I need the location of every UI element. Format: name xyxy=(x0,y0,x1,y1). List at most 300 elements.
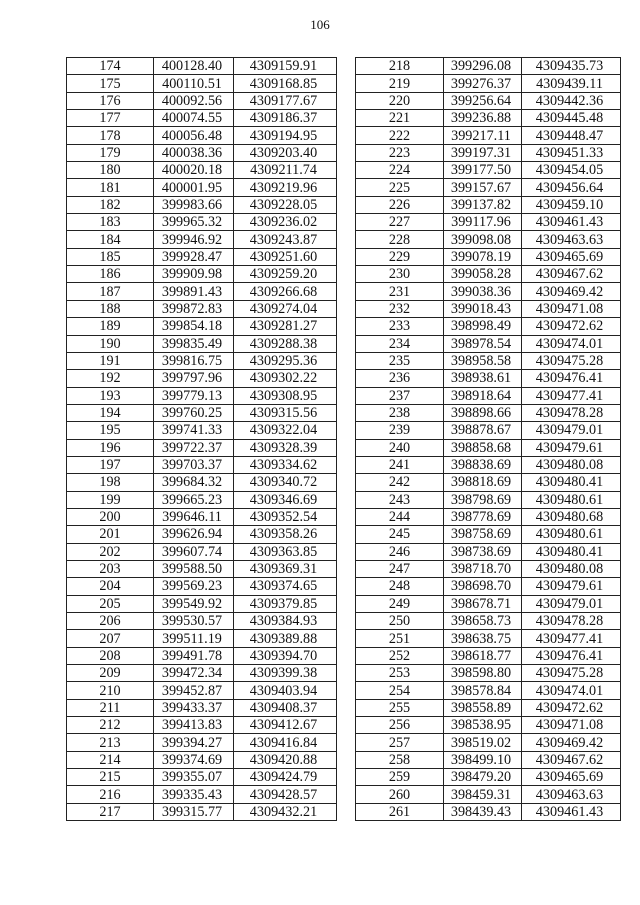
x-coordinate-cell: 399137.82 xyxy=(444,196,522,213)
table-row xyxy=(67,179,337,196)
x-coordinate-cell: 398519.02 xyxy=(444,734,522,751)
x-coordinate-cell: 399665.23 xyxy=(154,491,234,508)
table-row xyxy=(67,352,337,369)
table-row xyxy=(356,110,621,127)
table-row xyxy=(67,214,337,231)
x-coordinate-cell: 398538.95 xyxy=(444,717,522,734)
table-row xyxy=(67,474,337,491)
table-row xyxy=(356,491,621,508)
table-row xyxy=(67,717,337,734)
point-number-cell: 220 xyxy=(356,92,444,109)
table-row xyxy=(356,300,621,317)
x-coordinate-cell: 398459.31 xyxy=(444,786,522,803)
table-row xyxy=(67,682,337,699)
y-coordinate-cell: 4309467.62 xyxy=(522,266,621,283)
x-coordinate-cell: 398958.58 xyxy=(444,352,522,369)
x-coordinate-cell: 398479.20 xyxy=(444,769,522,786)
table-row xyxy=(67,491,337,508)
point-number-cell: 259 xyxy=(356,769,444,786)
point-number-cell: 240 xyxy=(356,439,444,456)
y-coordinate-cell: 4309352.54 xyxy=(234,508,337,525)
table-row xyxy=(67,595,337,612)
x-coordinate-cell: 399549.92 xyxy=(154,595,234,612)
point-number-cell: 186 xyxy=(67,266,154,283)
x-coordinate-cell: 399909.98 xyxy=(154,266,234,283)
y-coordinate-cell: 4309211.74 xyxy=(234,162,337,179)
x-coordinate-cell: 400038.36 xyxy=(154,144,234,161)
x-coordinate-cell: 400074.55 xyxy=(154,110,234,127)
point-number-cell: 211 xyxy=(67,699,154,716)
point-number-cell: 222 xyxy=(356,127,444,144)
x-coordinate-cell: 400056.48 xyxy=(154,127,234,144)
x-coordinate-cell: 399394.27 xyxy=(154,734,234,751)
y-coordinate-cell: 4309478.28 xyxy=(522,404,621,421)
point-number-cell: 196 xyxy=(67,439,154,456)
y-coordinate-cell: 4309295.36 xyxy=(234,352,337,369)
table-row xyxy=(67,699,337,716)
x-coordinate-cell: 399946.92 xyxy=(154,231,234,248)
table-row xyxy=(356,613,621,630)
x-coordinate-cell: 398858.68 xyxy=(444,439,522,456)
table-row xyxy=(67,404,337,421)
y-coordinate-cell: 4309399.38 xyxy=(234,665,337,682)
table-row xyxy=(67,786,337,803)
x-coordinate-cell: 398798.69 xyxy=(444,491,522,508)
table-row xyxy=(67,75,337,92)
y-coordinate-cell: 4309369.31 xyxy=(234,560,337,577)
y-coordinate-cell: 4309479.01 xyxy=(522,595,621,612)
y-coordinate-cell: 4309480.68 xyxy=(522,508,621,525)
point-number-cell: 233 xyxy=(356,318,444,335)
point-number-cell: 191 xyxy=(67,352,154,369)
x-coordinate-cell: 399722.37 xyxy=(154,439,234,456)
point-number-cell: 188 xyxy=(67,300,154,317)
x-coordinate-cell: 398818.69 xyxy=(444,474,522,491)
table-row xyxy=(67,630,337,647)
y-coordinate-cell: 4309480.41 xyxy=(522,474,621,491)
y-coordinate-cell: 4309177.67 xyxy=(234,92,337,109)
y-coordinate-cell: 4309480.61 xyxy=(522,526,621,543)
y-coordinate-cell: 4309463.63 xyxy=(522,786,621,803)
x-coordinate-cell: 399117.96 xyxy=(444,214,522,231)
y-coordinate-cell: 4309477.41 xyxy=(522,387,621,404)
table-row xyxy=(67,456,337,473)
x-coordinate-cell: 399779.13 xyxy=(154,387,234,404)
table-row xyxy=(67,803,337,820)
x-coordinate-cell: 399797.96 xyxy=(154,370,234,387)
y-coordinate-cell: 4309459.10 xyxy=(522,196,621,213)
point-number-cell: 237 xyxy=(356,387,444,404)
y-coordinate-cell: 4309186.37 xyxy=(234,110,337,127)
y-coordinate-cell: 4309358.26 xyxy=(234,526,337,543)
x-coordinate-cell: 399335.43 xyxy=(154,786,234,803)
point-number-cell: 230 xyxy=(356,266,444,283)
point-number-cell: 252 xyxy=(356,647,444,664)
y-coordinate-cell: 4309379.85 xyxy=(234,595,337,612)
y-coordinate-cell: 4309480.41 xyxy=(522,543,621,560)
x-coordinate-cell: 399491.78 xyxy=(154,647,234,664)
x-coordinate-cell: 398778.69 xyxy=(444,508,522,525)
x-coordinate-cell: 398499.10 xyxy=(444,751,522,768)
point-number-cell: 214 xyxy=(67,751,154,768)
point-number-cell: 256 xyxy=(356,717,444,734)
point-number-cell: 224 xyxy=(356,162,444,179)
y-coordinate-cell: 4309416.84 xyxy=(234,734,337,751)
x-coordinate-cell: 399315.77 xyxy=(154,803,234,820)
point-number-cell: 235 xyxy=(356,352,444,369)
x-coordinate-cell: 399078.19 xyxy=(444,248,522,265)
table-row xyxy=(67,283,337,300)
table-row xyxy=(67,318,337,335)
table-row xyxy=(356,508,621,525)
y-coordinate-cell: 4309467.62 xyxy=(522,751,621,768)
point-number-cell: 216 xyxy=(67,786,154,803)
y-coordinate-cell: 4309472.62 xyxy=(522,699,621,716)
x-coordinate-cell: 399098.08 xyxy=(444,231,522,248)
table-row xyxy=(67,613,337,630)
x-coordinate-cell: 399355.07 xyxy=(154,769,234,786)
x-coordinate-cell: 399018.43 xyxy=(444,300,522,317)
table-row xyxy=(67,370,337,387)
table-row xyxy=(67,734,337,751)
x-coordinate-cell: 399703.37 xyxy=(154,456,234,473)
table-row xyxy=(67,526,337,543)
table-row xyxy=(67,196,337,213)
y-coordinate-cell: 4309456.64 xyxy=(522,179,621,196)
point-number-cell: 178 xyxy=(67,127,154,144)
point-number-cell: 217 xyxy=(67,803,154,820)
y-coordinate-cell: 4309203.40 xyxy=(234,144,337,161)
y-coordinate-cell: 4309471.08 xyxy=(522,717,621,734)
x-coordinate-cell: 398758.69 xyxy=(444,526,522,543)
table-row xyxy=(356,127,621,144)
x-coordinate-cell: 399607.74 xyxy=(154,543,234,560)
point-number-cell: 221 xyxy=(356,110,444,127)
y-coordinate-cell: 4309322.04 xyxy=(234,422,337,439)
x-coordinate-cell: 398638.75 xyxy=(444,630,522,647)
x-coordinate-cell: 399038.36 xyxy=(444,283,522,300)
table-row xyxy=(67,665,337,682)
table-row xyxy=(356,352,621,369)
y-coordinate-cell: 4309159.91 xyxy=(234,58,337,75)
table-row xyxy=(356,144,621,161)
x-coordinate-cell: 398558.89 xyxy=(444,699,522,716)
point-number-cell: 210 xyxy=(67,682,154,699)
y-coordinate-cell: 4309448.47 xyxy=(522,127,621,144)
x-coordinate-cell: 399433.37 xyxy=(154,699,234,716)
point-number-cell: 250 xyxy=(356,613,444,630)
x-coordinate-cell: 400020.18 xyxy=(154,162,234,179)
point-number-cell: 229 xyxy=(356,248,444,265)
y-coordinate-cell: 4309454.05 xyxy=(522,162,621,179)
point-number-cell: 179 xyxy=(67,144,154,161)
table-row xyxy=(356,578,621,595)
y-coordinate-cell: 4309479.61 xyxy=(522,439,621,456)
y-coordinate-cell: 4309266.68 xyxy=(234,283,337,300)
point-number-cell: 238 xyxy=(356,404,444,421)
point-number-cell: 244 xyxy=(356,508,444,525)
y-coordinate-cell: 4309480.08 xyxy=(522,560,621,577)
x-coordinate-cell: 399983.66 xyxy=(154,196,234,213)
x-coordinate-cell: 398439.43 xyxy=(444,803,522,820)
table-row xyxy=(67,543,337,560)
x-coordinate-cell: 399217.11 xyxy=(444,127,522,144)
x-coordinate-cell: 399569.23 xyxy=(154,578,234,595)
table-row xyxy=(356,543,621,560)
point-number-cell: 248 xyxy=(356,578,444,595)
point-number-cell: 257 xyxy=(356,734,444,751)
table-row xyxy=(67,144,337,161)
y-coordinate-cell: 4309334.62 xyxy=(234,456,337,473)
point-number-cell: 253 xyxy=(356,665,444,682)
y-coordinate-cell: 4309219.96 xyxy=(234,179,337,196)
table-row xyxy=(356,630,621,647)
table-row xyxy=(356,162,621,179)
y-coordinate-cell: 4309228.05 xyxy=(234,196,337,213)
x-coordinate-cell: 398658.73 xyxy=(444,613,522,630)
y-coordinate-cell: 4309408.37 xyxy=(234,699,337,716)
x-coordinate-cell: 398618.77 xyxy=(444,647,522,664)
x-coordinate-cell: 399741.33 xyxy=(154,422,234,439)
point-number-cell: 181 xyxy=(67,179,154,196)
point-number-cell: 215 xyxy=(67,769,154,786)
y-coordinate-cell: 4309420.88 xyxy=(234,751,337,768)
point-number-cell: 180 xyxy=(67,162,154,179)
y-coordinate-cell: 4309479.01 xyxy=(522,422,621,439)
table-row xyxy=(356,404,621,421)
point-number-cell: 184 xyxy=(67,231,154,248)
y-coordinate-cell: 4309403.94 xyxy=(234,682,337,699)
table-row xyxy=(356,92,621,109)
y-coordinate-cell: 4309251.60 xyxy=(234,248,337,265)
point-number-cell: 251 xyxy=(356,630,444,647)
table-row xyxy=(356,786,621,803)
table-row xyxy=(356,665,621,682)
table-row xyxy=(356,734,621,751)
y-coordinate-cell: 4309472.62 xyxy=(522,318,621,335)
y-coordinate-cell: 4309302.22 xyxy=(234,370,337,387)
y-coordinate-cell: 4309439.11 xyxy=(522,75,621,92)
point-number-cell: 228 xyxy=(356,231,444,248)
point-number-cell: 255 xyxy=(356,699,444,716)
x-coordinate-cell: 398838.69 xyxy=(444,456,522,473)
point-number-cell: 261 xyxy=(356,803,444,820)
x-coordinate-cell: 399511.19 xyxy=(154,630,234,647)
table-row xyxy=(356,474,621,491)
y-coordinate-cell: 4309461.43 xyxy=(522,803,621,820)
table-row xyxy=(356,717,621,734)
table-row xyxy=(67,266,337,283)
point-number-cell: 223 xyxy=(356,144,444,161)
x-coordinate-cell: 399256.64 xyxy=(444,92,522,109)
point-number-cell: 200 xyxy=(67,508,154,525)
x-coordinate-cell: 398978.54 xyxy=(444,335,522,352)
point-number-cell: 177 xyxy=(67,110,154,127)
y-coordinate-cell: 4309394.70 xyxy=(234,647,337,664)
y-coordinate-cell: 4309442.36 xyxy=(522,92,621,109)
point-number-cell: 203 xyxy=(67,560,154,577)
table-row xyxy=(356,196,621,213)
table-row xyxy=(356,560,621,577)
table-row xyxy=(356,387,621,404)
x-coordinate-cell: 399646.11 xyxy=(154,508,234,525)
x-coordinate-cell: 399197.31 xyxy=(444,144,522,161)
point-number-cell: 194 xyxy=(67,404,154,421)
point-number-cell: 234 xyxy=(356,335,444,352)
y-coordinate-cell: 4309243.87 xyxy=(234,231,337,248)
point-number-cell: 243 xyxy=(356,491,444,508)
table-row xyxy=(356,751,621,768)
x-coordinate-cell: 398878.67 xyxy=(444,422,522,439)
x-coordinate-cell: 398698.70 xyxy=(444,578,522,595)
table-row xyxy=(356,214,621,231)
x-coordinate-cell: 399276.37 xyxy=(444,75,522,92)
x-coordinate-cell: 398678.71 xyxy=(444,595,522,612)
point-number-cell: 219 xyxy=(356,75,444,92)
table-row xyxy=(67,248,337,265)
point-number-cell: 209 xyxy=(67,665,154,682)
x-coordinate-cell: 399684.32 xyxy=(154,474,234,491)
table-row xyxy=(67,162,337,179)
point-number-cell: 185 xyxy=(67,248,154,265)
page-number: 106 xyxy=(310,17,330,32)
y-coordinate-cell: 4309274.04 xyxy=(234,300,337,317)
y-coordinate-cell: 4309469.42 xyxy=(522,283,621,300)
table-row xyxy=(67,92,337,109)
y-coordinate-cell: 4309475.28 xyxy=(522,665,621,682)
point-number-cell: 193 xyxy=(67,387,154,404)
point-number-cell: 249 xyxy=(356,595,444,612)
x-coordinate-cell: 399854.18 xyxy=(154,318,234,335)
x-coordinate-cell: 399891.43 xyxy=(154,283,234,300)
point-number-cell: 260 xyxy=(356,786,444,803)
coordinates-table-right xyxy=(355,57,621,821)
point-number-cell: 183 xyxy=(67,214,154,231)
table-row xyxy=(356,456,621,473)
table-row xyxy=(67,300,337,317)
y-coordinate-cell: 4309475.28 xyxy=(522,352,621,369)
table-row xyxy=(356,769,621,786)
point-number-cell: 195 xyxy=(67,422,154,439)
point-number-cell: 236 xyxy=(356,370,444,387)
y-coordinate-cell: 4309363.85 xyxy=(234,543,337,560)
point-number-cell: 176 xyxy=(67,92,154,109)
point-number-cell: 254 xyxy=(356,682,444,699)
table-row xyxy=(67,560,337,577)
y-coordinate-cell: 4309308.95 xyxy=(234,387,337,404)
x-coordinate-cell: 399236.88 xyxy=(444,110,522,127)
y-coordinate-cell: 4309424.79 xyxy=(234,769,337,786)
table-row xyxy=(356,75,621,92)
x-coordinate-cell: 399472.34 xyxy=(154,665,234,682)
y-coordinate-cell: 4309236.02 xyxy=(234,214,337,231)
x-coordinate-cell: 398718.70 xyxy=(444,560,522,577)
point-number-cell: 239 xyxy=(356,422,444,439)
point-number-cell: 187 xyxy=(67,283,154,300)
x-coordinate-cell: 398598.80 xyxy=(444,665,522,682)
x-coordinate-cell: 399157.67 xyxy=(444,179,522,196)
table-row xyxy=(356,231,621,248)
x-coordinate-cell: 399296.08 xyxy=(444,58,522,75)
y-coordinate-cell: 4309465.69 xyxy=(522,248,621,265)
point-number-cell: 199 xyxy=(67,491,154,508)
y-coordinate-cell: 4309412.67 xyxy=(234,717,337,734)
point-number-cell: 175 xyxy=(67,75,154,92)
point-number-cell: 242 xyxy=(356,474,444,491)
table-row xyxy=(67,751,337,768)
y-coordinate-cell: 4309474.01 xyxy=(522,682,621,699)
point-number-cell: 245 xyxy=(356,526,444,543)
y-coordinate-cell: 4309259.20 xyxy=(234,266,337,283)
x-coordinate-cell: 400128.40 xyxy=(154,58,234,75)
table-row xyxy=(356,595,621,612)
y-coordinate-cell: 4309465.69 xyxy=(522,769,621,786)
x-coordinate-cell: 398738.69 xyxy=(444,543,522,560)
point-number-cell: 247 xyxy=(356,560,444,577)
point-number-cell: 207 xyxy=(67,630,154,647)
x-coordinate-cell: 398938.61 xyxy=(444,370,522,387)
table-row xyxy=(67,769,337,786)
x-coordinate-cell: 399626.94 xyxy=(154,526,234,543)
point-number-cell: 182 xyxy=(67,196,154,213)
y-coordinate-cell: 4309168.85 xyxy=(234,75,337,92)
table-row xyxy=(356,526,621,543)
y-coordinate-cell: 4309315.56 xyxy=(234,404,337,421)
y-coordinate-cell: 4309194.95 xyxy=(234,127,337,144)
x-coordinate-cell: 399588.50 xyxy=(154,560,234,577)
x-coordinate-cell: 399872.83 xyxy=(154,300,234,317)
x-coordinate-cell: 399177.50 xyxy=(444,162,522,179)
point-number-cell: 190 xyxy=(67,335,154,352)
y-coordinate-cell: 4309480.61 xyxy=(522,491,621,508)
table-row xyxy=(356,439,621,456)
y-coordinate-cell: 4309328.39 xyxy=(234,439,337,456)
table-row xyxy=(67,231,337,248)
point-number-cell: 205 xyxy=(67,595,154,612)
coordinates-table-left xyxy=(66,57,337,821)
point-number-cell: 231 xyxy=(356,283,444,300)
y-coordinate-cell: 4309476.41 xyxy=(522,370,621,387)
table-row xyxy=(356,422,621,439)
table-row xyxy=(356,803,621,820)
point-number-cell: 241 xyxy=(356,456,444,473)
x-coordinate-cell: 399374.69 xyxy=(154,751,234,768)
y-coordinate-cell: 4309461.43 xyxy=(522,214,621,231)
x-coordinate-cell: 399058.28 xyxy=(444,266,522,283)
table-row xyxy=(67,578,337,595)
y-coordinate-cell: 4309469.42 xyxy=(522,734,621,751)
y-coordinate-cell: 4309478.28 xyxy=(522,613,621,630)
y-coordinate-cell: 4309474.01 xyxy=(522,335,621,352)
table-row xyxy=(67,387,337,404)
table-row xyxy=(356,682,621,699)
point-number-cell: 225 xyxy=(356,179,444,196)
table-row xyxy=(67,439,337,456)
point-number-cell: 258 xyxy=(356,751,444,768)
x-coordinate-cell: 398578.84 xyxy=(444,682,522,699)
y-coordinate-cell: 4309476.41 xyxy=(522,647,621,664)
x-coordinate-cell: 399816.75 xyxy=(154,352,234,369)
y-coordinate-cell: 4309479.61 xyxy=(522,578,621,595)
point-number-cell: 189 xyxy=(67,318,154,335)
y-coordinate-cell: 4309435.73 xyxy=(522,58,621,75)
x-coordinate-cell: 399928.47 xyxy=(154,248,234,265)
x-coordinate-cell: 399760.25 xyxy=(154,404,234,421)
table-row xyxy=(356,58,621,75)
table-row xyxy=(67,422,337,439)
table-row xyxy=(356,699,621,716)
point-number-cell: 201 xyxy=(67,526,154,543)
